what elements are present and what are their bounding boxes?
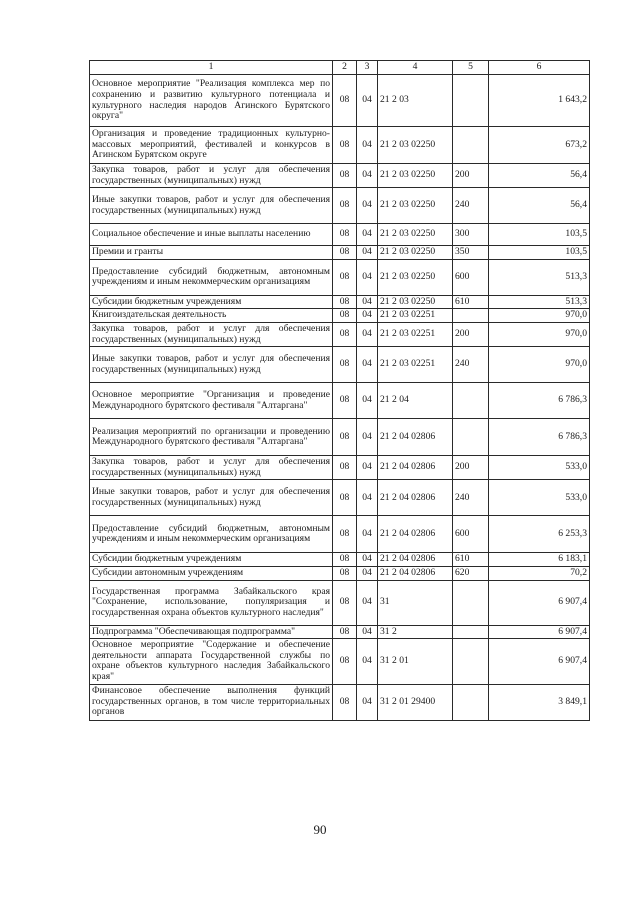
cell-section: 08	[333, 553, 357, 567]
cell-target-article: 21 2 03	[378, 75, 453, 127]
table-row	[90, 480, 590, 516]
cell-name: Иные закупки товаров, работ и услуг для обеспечения государственных (муниципальных) нужд	[90, 480, 333, 516]
cell-target-article: 21 2 04 02806	[378, 553, 453, 567]
cell-expense-type: 200	[453, 322, 489, 346]
cell-section: 08	[333, 456, 357, 480]
cell-target-article: 21 2 03 02250	[378, 224, 453, 246]
cell-section: 08	[333, 480, 357, 516]
cell-section: 08	[333, 224, 357, 246]
cell-subsection: 04	[357, 188, 378, 224]
column-header: 4	[378, 61, 453, 75]
cell-section: 08	[333, 295, 357, 309]
cell-subsection: 04	[357, 516, 378, 553]
cell-target-article: 21 2 03 02251	[378, 347, 453, 383]
cell-section: 08	[333, 419, 357, 456]
cell-expense-type	[453, 419, 489, 456]
cell-expense-type	[453, 580, 489, 625]
cell-subsection: 04	[357, 566, 378, 580]
cell-subsection: 04	[357, 553, 378, 567]
column-header: 6	[489, 61, 590, 75]
column-header: 3	[357, 61, 378, 75]
cell-name: Социальное обеспечение и иные выплаты населению	[90, 224, 333, 246]
cell-amount: 533,0	[489, 480, 590, 516]
cell-expense-type: 600	[453, 259, 489, 295]
cell-amount: 6 907,4	[489, 580, 590, 625]
cell-amount: 56,4	[489, 164, 590, 188]
cell-section: 08	[333, 164, 357, 188]
cell-subsection: 04	[357, 480, 378, 516]
cell-section: 08	[333, 259, 357, 295]
cell-section: 08	[333, 580, 357, 625]
cell-target-article: 21 2 04 02806	[378, 516, 453, 553]
cell-name: Основное мероприятие "Содержание и обеспечение деятельности аппарата Государственной службы по охране объектов культурного наследия Забайкальского края"	[90, 639, 333, 684]
table-row	[90, 516, 590, 553]
table-row	[90, 419, 590, 456]
cell-amount: 103,5	[489, 224, 590, 246]
cell-amount: 970,0	[489, 347, 590, 383]
cell-expense-type: 240	[453, 480, 489, 516]
cell-target-article: 31	[378, 580, 453, 625]
cell-subsection: 04	[357, 309, 378, 323]
cell-target-article: 21 2 03 02250	[378, 259, 453, 295]
cell-section: 08	[333, 383, 357, 419]
cell-name: Финансовое обеспечение выполнения функций государственных органов, в том числе территориальных органов	[90, 684, 333, 720]
cell-expense-type: 600	[453, 516, 489, 553]
table-row	[90, 639, 590, 684]
table-row	[90, 259, 590, 295]
table-row	[90, 625, 590, 639]
table-body	[90, 75, 590, 721]
budget-table	[89, 60, 590, 721]
cell-subsection: 04	[357, 322, 378, 346]
cell-subsection: 04	[357, 164, 378, 188]
cell-section: 08	[333, 516, 357, 553]
cell-subsection: 04	[357, 684, 378, 720]
cell-subsection: 04	[357, 224, 378, 246]
cell-name: Закупка товаров, работ и услуг для обеспечения государственных (муниципальных) нужд	[90, 164, 333, 188]
cell-expense-type	[453, 684, 489, 720]
cell-expense-type: 200	[453, 164, 489, 188]
cell-subsection: 04	[357, 295, 378, 309]
table-row	[90, 456, 590, 480]
cell-section: 08	[333, 322, 357, 346]
cell-section: 08	[333, 127, 357, 164]
cell-target-article: 21 2 03 02250	[378, 295, 453, 309]
cell-expense-type: 200	[453, 456, 489, 480]
cell-target-article: 21 2 03 02250	[378, 246, 453, 260]
cell-section: 08	[333, 684, 357, 720]
cell-target-article: 21 2 03 02250	[378, 164, 453, 188]
table-row	[90, 246, 590, 260]
cell-section: 08	[333, 188, 357, 224]
cell-expense-type	[453, 383, 489, 419]
cell-name: Книгоиздательская деятельность	[90, 309, 333, 323]
cell-expense-type: 620	[453, 566, 489, 580]
cell-subsection: 04	[357, 75, 378, 127]
cell-amount: 673,2	[489, 127, 590, 164]
cell-amount: 3 849,1	[489, 684, 590, 720]
cell-expense-type: 610	[453, 553, 489, 567]
cell-amount: 6 907,4	[489, 625, 590, 639]
cell-section: 08	[333, 566, 357, 580]
page-number: 90	[313, 822, 327, 837]
cell-expense-type: 350	[453, 246, 489, 260]
cell-target-article: 21 2 04	[378, 383, 453, 419]
cell-section: 08	[333, 639, 357, 684]
cell-name: Реализация мероприятий по организации и проведению Международного бурятского фестиваля "Алтаргана"	[90, 419, 333, 456]
cell-amount: 103,5	[489, 246, 590, 260]
cell-subsection: 04	[357, 580, 378, 625]
cell-subsection: 04	[357, 456, 378, 480]
cell-target-article: 21 2 03 02251	[378, 309, 453, 323]
table-row	[90, 164, 590, 188]
cell-amount: 6 183,1	[489, 553, 590, 567]
cell-name: Закупка товаров, работ и услуг для обеспечения государственных (муниципальных) нужд	[90, 322, 333, 346]
cell-name: Подпрограмма "Обеспечивающая подпрограмма"	[90, 625, 333, 639]
cell-expense-type	[453, 625, 489, 639]
cell-target-article: 21 2 04 02806	[378, 419, 453, 456]
cell-subsection: 04	[357, 419, 378, 456]
table-header-row	[90, 61, 590, 75]
table-row	[90, 224, 590, 246]
cell-amount: 970,0	[489, 309, 590, 323]
table-row	[90, 383, 590, 419]
cell-name: Иные закупки товаров, работ и услуг для обеспечения государственных (муниципальных) нужд	[90, 347, 333, 383]
cell-name: Закупка товаров, работ и услуг для обеспечения государственных (муниципальных) нужд	[90, 456, 333, 480]
cell-expense-type: 300	[453, 224, 489, 246]
cell-subsection: 04	[357, 259, 378, 295]
cell-section: 08	[333, 246, 357, 260]
cell-amount: 6 907,4	[489, 639, 590, 684]
column-header: 1	[90, 61, 333, 75]
cell-name: Премии и гранты	[90, 246, 333, 260]
cell-amount: 970,0	[489, 322, 590, 346]
cell-amount: 6 786,3	[489, 383, 590, 419]
cell-subsection: 04	[357, 246, 378, 260]
table-row	[90, 127, 590, 164]
cell-amount: 513,3	[489, 295, 590, 309]
table-row	[90, 322, 590, 346]
cell-name: Предоставление субсидий бюджетным, автономным учреждениям и иным некоммерческим организациям	[90, 516, 333, 553]
table-row	[90, 553, 590, 567]
cell-subsection: 04	[357, 383, 378, 419]
cell-expense-type: 240	[453, 347, 489, 383]
cell-target-article: 21 2 03 02250	[378, 188, 453, 224]
table-row	[90, 347, 590, 383]
cell-expense-type	[453, 309, 489, 323]
table-row	[90, 580, 590, 625]
cell-name: Субсидии бюджетным учреждениям	[90, 295, 333, 309]
cell-name: Организация и проведение традиционных культурно-массовых мероприятий, фестивалей и конкурсов в Агинском Бурятском округе	[90, 127, 333, 164]
cell-subsection: 04	[357, 347, 378, 383]
cell-name: Субсидии автономным учреждениям	[90, 566, 333, 580]
cell-target-article: 21 2 04 02806	[378, 456, 453, 480]
cell-name: Основное мероприятие "Организация и проведение Международного бурятского фестиваля "Алтаргана"	[90, 383, 333, 419]
table-row	[90, 75, 590, 127]
cell-amount: 513,3	[489, 259, 590, 295]
cell-name: Основное мероприятие "Реализация комплекса мер по сохранению и развитию культурного потенциала и культурного наследия народов Агинского Бурятского округа"	[90, 75, 333, 127]
cell-expense-type	[453, 127, 489, 164]
table-row	[90, 188, 590, 224]
cell-amount: 70,2	[489, 566, 590, 580]
cell-amount: 1 643,2	[489, 75, 590, 127]
cell-amount: 533,0	[489, 456, 590, 480]
cell-section: 08	[333, 309, 357, 323]
cell-target-article: 31 2 01	[378, 639, 453, 684]
cell-section: 08	[333, 75, 357, 127]
cell-subsection: 04	[357, 625, 378, 639]
cell-section: 08	[333, 347, 357, 383]
cell-target-article: 21 2 03 02250	[378, 127, 453, 164]
cell-target-article: 31 2 01 29400	[378, 684, 453, 720]
table-row	[90, 295, 590, 309]
cell-expense-type	[453, 639, 489, 684]
cell-expense-type: 610	[453, 295, 489, 309]
cell-target-article: 31 2	[378, 625, 453, 639]
cell-name: Государственная программа Забайкальского края "Сохранение, использование, популяризация и государственная охрана объектов культурного наследия"	[90, 580, 333, 625]
cell-name: Субсидии бюджетным учреждениям	[90, 553, 333, 567]
cell-subsection: 04	[357, 639, 378, 684]
table-row	[90, 684, 590, 720]
cell-target-article: 21 2 04 02806	[378, 566, 453, 580]
cell-amount: 6 786,3	[489, 419, 590, 456]
cell-name: Иные закупки товаров, работ и услуг для обеспечения государственных (муниципальных) нужд	[90, 188, 333, 224]
column-header: 2	[333, 61, 357, 75]
cell-name: Предоставление субсидий бюджетным, автономным учреждениям и иным некоммерческим организациям	[90, 259, 333, 295]
cell-target-article: 21 2 04 02806	[378, 480, 453, 516]
cell-amount: 6 253,3	[489, 516, 590, 553]
cell-target-article: 21 2 03 02251	[378, 322, 453, 346]
cell-expense-type	[453, 75, 489, 127]
column-header: 5	[453, 61, 489, 75]
cell-subsection: 04	[357, 127, 378, 164]
cell-amount: 56,4	[489, 188, 590, 224]
cell-expense-type: 240	[453, 188, 489, 224]
table-row	[90, 566, 590, 580]
cell-section: 08	[333, 625, 357, 639]
table-row	[90, 309, 590, 323]
